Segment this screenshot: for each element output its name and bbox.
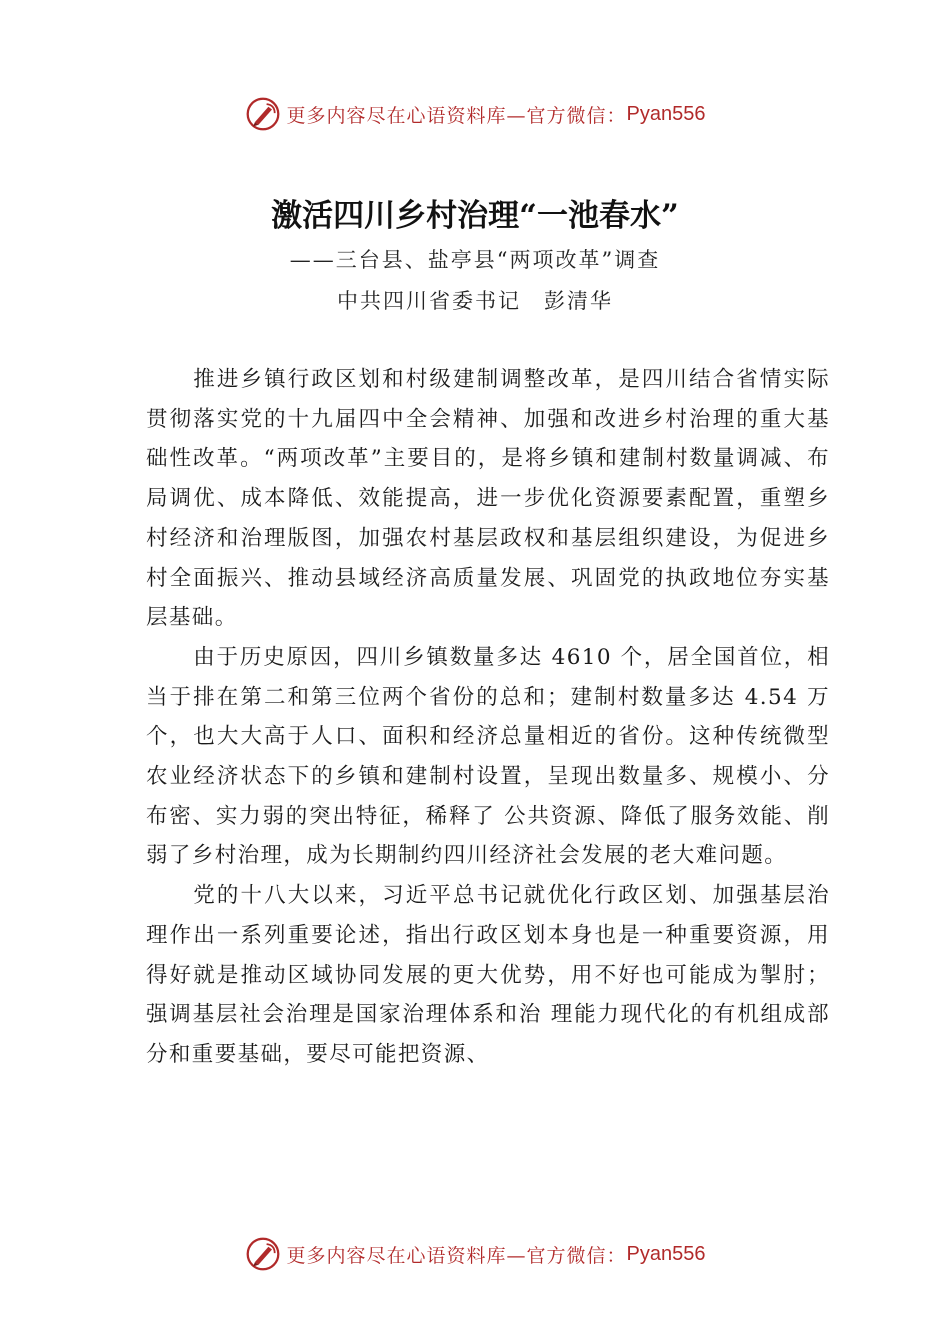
pen-logo-icon	[245, 96, 281, 132]
article-author: 中共四川省委书记 彭清华	[337, 289, 613, 313]
article-subtitle: ——三台县、盐亭县“两项改革”调查	[289, 248, 661, 272]
article-body	[146, 360, 830, 1075]
header-banner	[0, 96, 950, 132]
footer-banner	[0, 1236, 950, 1272]
article-title: 激活四川乡村治理“一池春水”	[271, 198, 679, 234]
pen-logo-icon	[245, 1236, 281, 1272]
wechat-account: Pyan556	[626, 1242, 706, 1265]
paragraph: 由于历史原因，四川乡镇数量多达 4610 个，居全国首位，相当于排在第二和第三位两个省份的总和；建制村数量多达 4.54 万个，也大大高于人口、面积和经济总量相近的省份。这种传统微型农业经济状态下的乡镇和建制村设置，呈现出数量多、规模小、分布密、实力弱的突出特征，稀释了 公共资源、降低了服务效能、削弱了乡村治理，成为长期制约四川经济社会发展的老大难问题。	[146, 644, 830, 869]
paragraph: 推进乡镇行政区划和村级建制调整改革，是四川结合省情实际贯彻落实党的十九届四中全会精神、加强和改进乡村治理的重大基础性改革。“两项改革”主要目的，是将乡镇和建制村数量调减、布局调优、成本降低、效能提高，进一步优化资源要素配置，重塑乡村经济和治理版图，加强农村基层政权和基层组织建设，为促进乡村全面振兴、推动县域经济高质量发展、巩固党的执政地位夯实基层基础。	[146, 367, 830, 631]
banner-text: 更多内容尽在心语资料库—官方微信：	[286, 1244, 627, 1267]
banner-text: 更多内容尽在心语资料库—官方微信：	[286, 104, 627, 127]
paragraph: 党的十八大以来，习近平总书记就优化行政区划、加强基层治理作出一系列重要论述，指出行政区划本身也是一种重要资源，用得好就是推动区域协同发展的更大优势，用不好也可能成为掣肘；强调基层社会治理是国家治理体系和治 理能力现代化的有机组成部分和重要基础，要尽可能把资源、	[146, 883, 830, 1067]
wechat-account: Pyan556	[626, 102, 706, 125]
